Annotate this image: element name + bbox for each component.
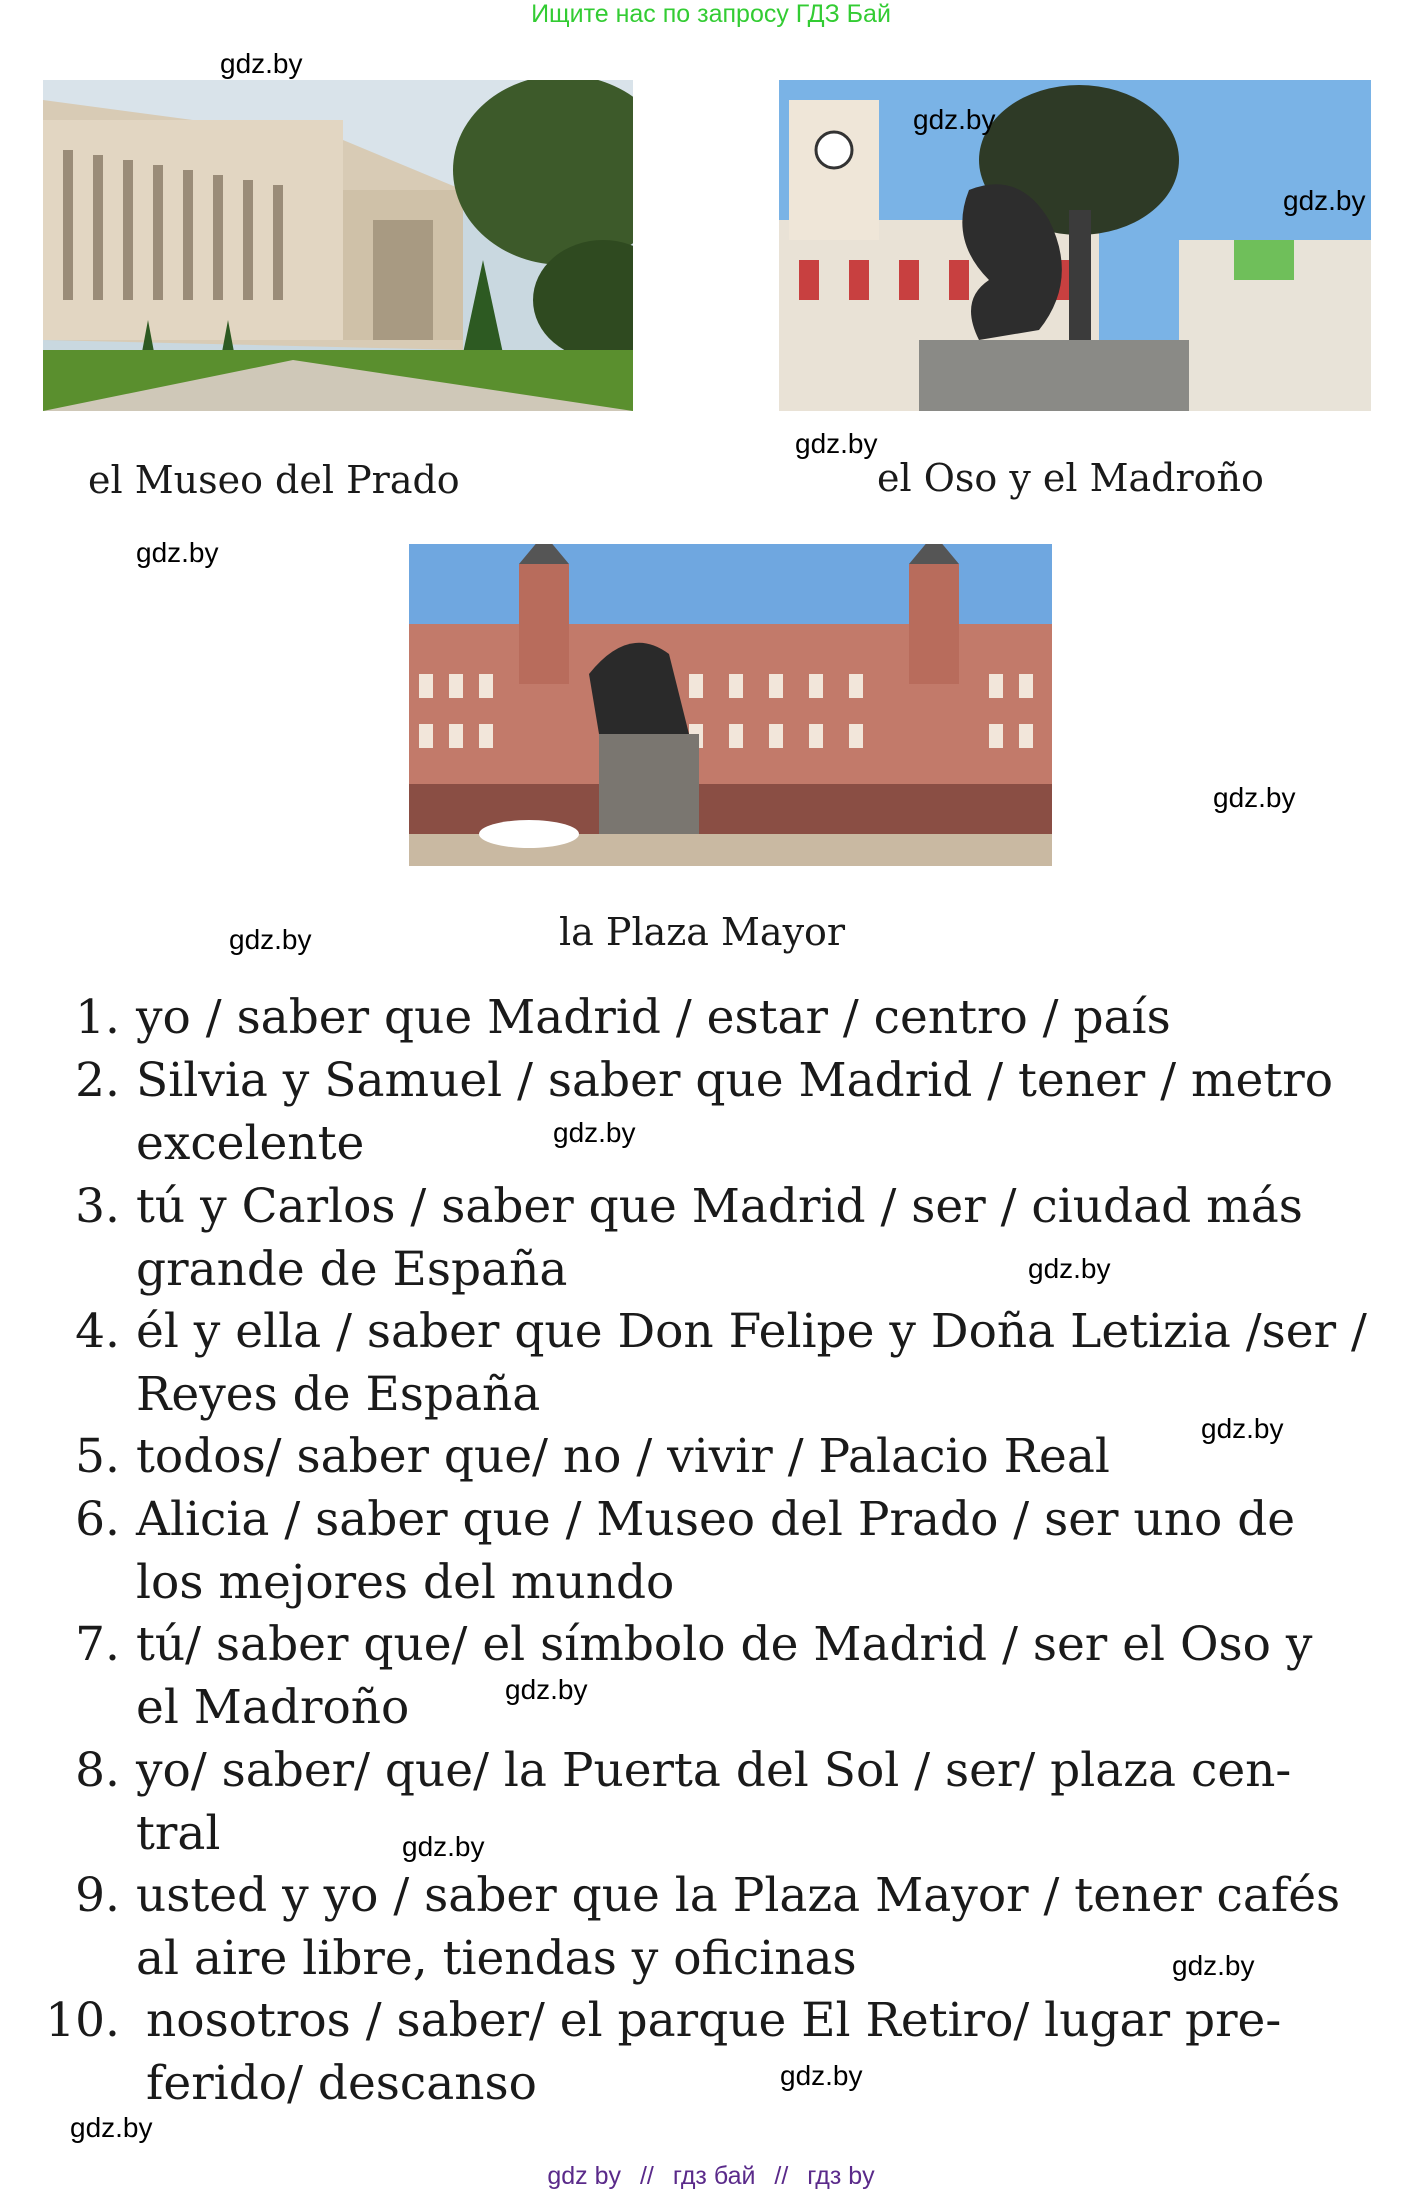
footer-separator: // — [639, 2162, 654, 2190]
watermark: gdz.by — [913, 104, 996, 135]
item-number: 6. — [75, 1492, 120, 1547]
item-text: tú y Carlos / saber que Madrid / ser / ciudad más — [136, 1179, 1303, 1234]
item-text: nosotros / saber/ el parque El Retiro/ lugar pre- — [146, 1993, 1282, 2048]
item-text: Alicia / saber que / Museo del Prado / ser uno de — [136, 1492, 1296, 1547]
item-text: yo/ saber/ que/ la Puerta del Sol / ser/ plaza cen- — [136, 1743, 1292, 1798]
plaza-mayor-caption: la Plaza Mayor — [559, 910, 846, 954]
item-text: él y ella / saber que Don Felipe y Doña Letizia /ser / — [136, 1304, 1367, 1359]
footer-link[interactable]: гдз by — [807, 2162, 875, 2190]
item-number: 5. — [75, 1429, 120, 1484]
item-text: excelente — [136, 1116, 365, 1171]
item-text: Reyes de España — [136, 1367, 541, 1422]
item-text: tú/ saber que/ el símbolo de Madrid / ser el Oso y — [136, 1617, 1313, 1672]
watermark: gdz.by — [1201, 1413, 1284, 1444]
watermark: gdz.by — [1283, 185, 1366, 216]
watermark: gdz.by — [136, 537, 219, 568]
footer-links — [0, 2162, 1422, 2191]
item-number: 4. — [75, 1304, 120, 1359]
footer-link[interactable]: gdz by — [547, 2162, 622, 2190]
prado-caption: el Museo del Prado — [88, 458, 460, 502]
plaza-mayor-photo — [409, 544, 1052, 866]
watermark: gdz.by — [1172, 1950, 1255, 1981]
watermark: gdz.by — [220, 48, 303, 79]
watermark: gdz.by — [505, 1674, 588, 1705]
item-text: ferido/ descanso — [146, 2056, 537, 2111]
footer-link[interactable]: гдз бай — [672, 2162, 756, 2190]
item-number: 7. — [75, 1617, 120, 1672]
oso-photo — [779, 80, 1371, 411]
watermark: gdz.by — [553, 1117, 636, 1148]
item-number: 8. — [75, 1743, 120, 1798]
item-number: 1. — [75, 990, 120, 1045]
prado-photo — [43, 80, 633, 411]
item-text: tral — [136, 1806, 221, 1861]
item-text: Silvia y Samuel / saber que Madrid / tener / metro — [136, 1053, 1334, 1108]
search-hint-link[interactable]: Ищите нас по запросу ГДЗ Бай — [531, 0, 891, 28]
watermark: gdz.by — [70, 2112, 153, 2143]
oso-caption: el Oso y el Madroño — [877, 456, 1264, 500]
watermark: gdz.by — [1028, 1253, 1111, 1284]
footer-separator: // — [774, 2162, 789, 2190]
watermark: gdz.by — [780, 2060, 863, 2091]
item-text: los mejores del mundo — [136, 1555, 675, 1610]
item-text: usted y yo / saber que la Plaza Mayor / tener cafés — [136, 1868, 1341, 1923]
item-text: el Madroño — [136, 1680, 410, 1735]
item-number: 2. — [75, 1053, 120, 1108]
item-number: 9. — [75, 1868, 120, 1923]
item-number: 10. — [45, 1993, 120, 2048]
item-text: al aire libre, tiendas y oficinas — [136, 1931, 857, 1986]
item-text: todos/ saber que/ no / vivir / Palacio Real — [136, 1429, 1110, 1484]
watermark: gdz.by — [402, 1831, 485, 1862]
item-text: yo / saber que Madrid / estar / centro / país — [136, 990, 1171, 1045]
watermark: gdz.by — [229, 924, 312, 955]
item-number: 3. — [75, 1179, 120, 1234]
item-text: grande de España — [136, 1242, 568, 1297]
watermark: gdz.by — [1213, 782, 1296, 813]
watermark: gdz.by — [795, 428, 878, 459]
